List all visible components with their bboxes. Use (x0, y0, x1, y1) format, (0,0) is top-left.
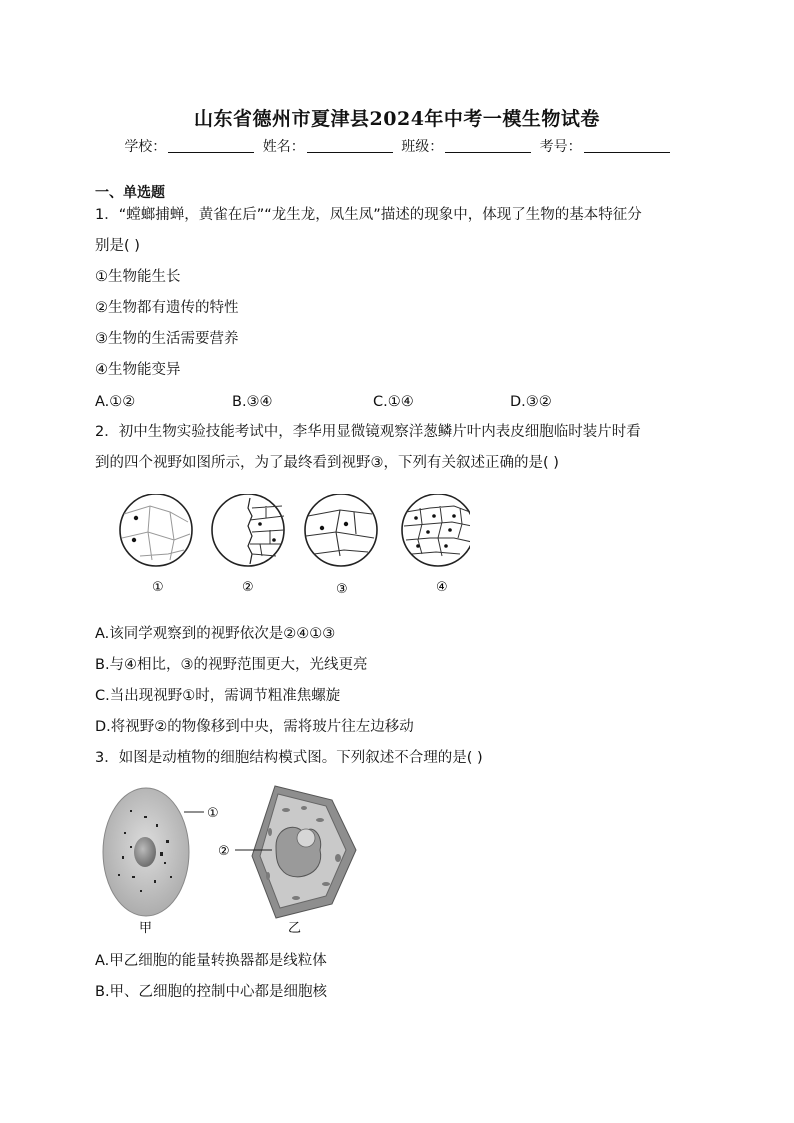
q3-option-b[interactable]: B.甲、乙细胞的控制中心都是细胞核 (95, 984, 328, 1000)
class-field[interactable] (401, 136, 531, 156)
q1-option-c[interactable]: C.①④ (373, 394, 414, 410)
name-blank[interactable] (307, 138, 393, 153)
q1-item-4: ④生物能变异 (95, 362, 181, 378)
animal-cell (103, 788, 189, 916)
q2-stem-line2: 到的四个视野如图所示，为了最终看到视野③，下列有关叙述正确的是( ) (95, 455, 559, 471)
view-2-circle (212, 494, 284, 566)
cell-b-label: 乙 (288, 921, 302, 936)
class-label: 班级： (401, 139, 444, 155)
section-title: 一、单选题 (95, 185, 165, 201)
school-blank[interactable] (168, 138, 254, 153)
q3-stem: 3．如图是动植物的细胞结构模式图。下列叙述不合理的是( ) (95, 750, 483, 766)
q2-option-b[interactable]: B.与④相比，③的视野范围更大，光线更亮 (95, 657, 368, 673)
exam-number-blank[interactable] (584, 138, 670, 153)
q1-item-2: ②生物都有遗传的特性 (95, 300, 239, 316)
view-1-label: ① (152, 580, 164, 595)
exam-number-label: 考号： (539, 139, 582, 155)
q3-option-a[interactable]: A.甲乙细胞的能量转换器都是线粒体 (95, 953, 327, 969)
name-label: 姓名： (262, 139, 305, 155)
q2-stem-line1: 2．初中生物实验技能考试中，李华用显微镜观察洋葱鳞片叶内表皮细胞临时装片时看 (95, 424, 641, 440)
view-3-label: ③ (336, 582, 348, 597)
q2-option-c[interactable]: C.当出现视野①时，需调节粗准焦螺旋 (95, 688, 341, 704)
q1-stem-line1: 1．“螳螂捕蝉，黄雀在后”“龙生龙，凤生凤”描述的现象中，体现了生物的基本特征分 (95, 207, 642, 223)
callout-1-label: ① (207, 806, 219, 821)
name-field[interactable] (263, 136, 393, 156)
school-field[interactable] (124, 136, 254, 156)
class-blank[interactable] (445, 138, 531, 153)
cell-a-label: 甲 (139, 921, 153, 936)
q1-item-1: ①生物能生长 (95, 269, 181, 285)
view-4-label: ④ (436, 580, 448, 595)
exam-number-field[interactable] (540, 136, 670, 156)
callout-2-label: ② (218, 844, 230, 859)
student-info-line (0, 136, 794, 156)
view-4-circle (402, 494, 470, 566)
q1-option-b[interactable]: B.③④ (232, 394, 273, 410)
q2-option-d[interactable]: D.将视野②的物像移到中央，需将玻片往左边移动 (95, 719, 414, 735)
plant-cell (252, 786, 356, 918)
school-label: 学校： (124, 139, 167, 155)
cell-structure-figure (100, 780, 400, 940)
q1-option-d[interactable]: D.③② (510, 394, 552, 410)
view-1-circle (120, 494, 192, 566)
q1-item-3: ③生物的生活需要营养 (95, 331, 239, 347)
q2-option-a[interactable]: A.该同学观察到的视野依次是②④①③ (95, 626, 336, 642)
view-2-label: ② (242, 580, 254, 595)
page-title: 山东省德州市夏津县2024年中考一模生物试卷 (194, 108, 600, 130)
view-3-circle (305, 494, 377, 566)
q1-option-a[interactable]: A.①② (95, 394, 136, 410)
q1-stem-line2: 别是( ) (95, 238, 140, 254)
microscope-views-figure (110, 494, 470, 604)
